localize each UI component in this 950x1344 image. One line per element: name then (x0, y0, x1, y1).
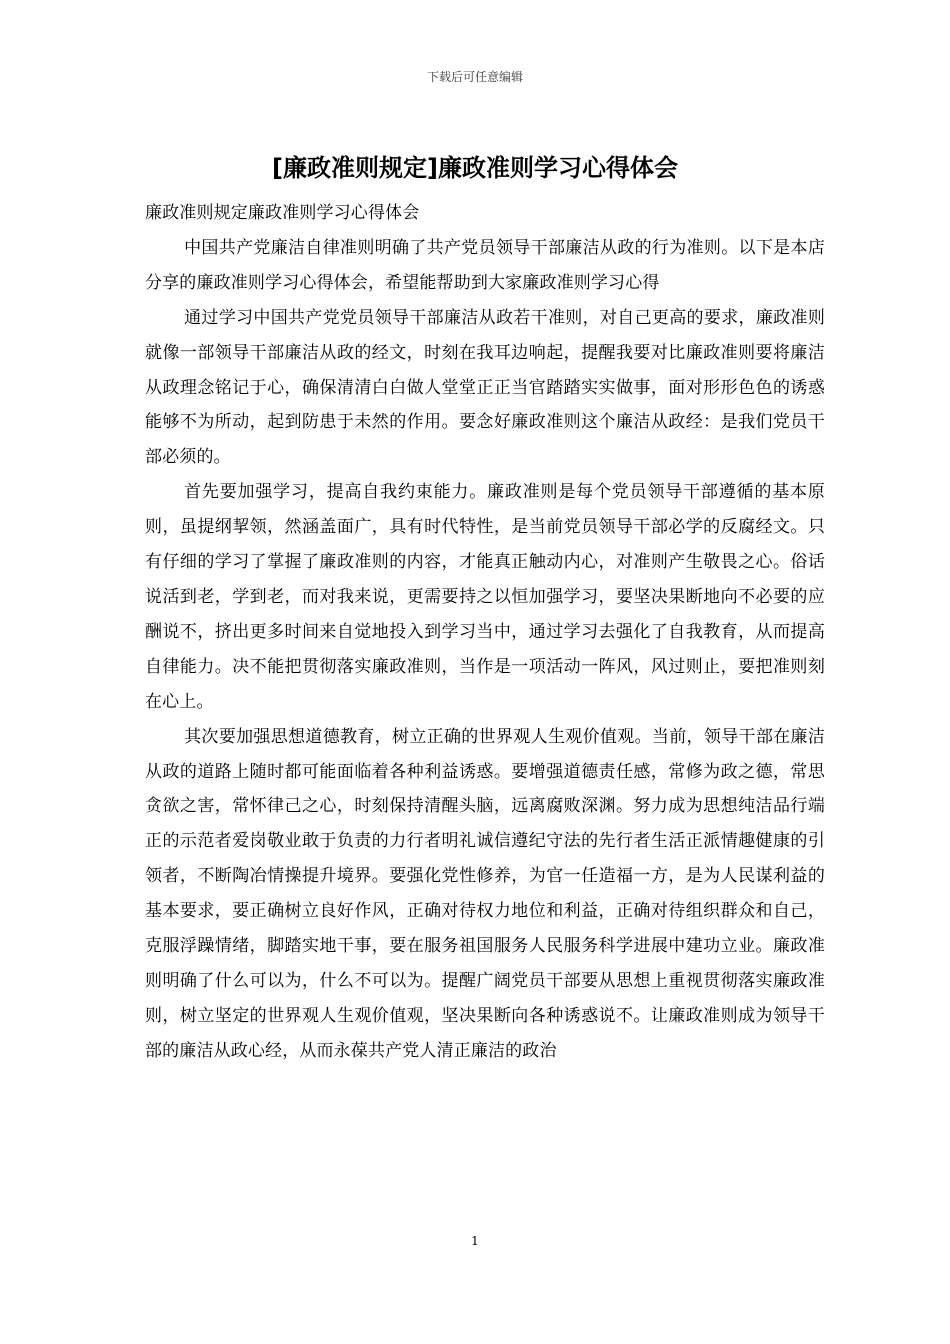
page-number: 1 (471, 1234, 479, 1248)
body-paragraph: 首先要加强学习，提高自我约束能力。廉政准则是每个党员领导干部遵循的基本原则，虽提纲挈领，然涵盖面广，具有时代特性，是当前党员领导干部必学的反腐经文。只有仔细的学习了掌握了廉政准则的内容，才能真正触动内心，对准则产生敬畏之心。俗话说活到老，学到老，而对我来说，更需要持之以恒加强学习，要坚决果断地向不必要的应酬说不，挤出更多时间来自觉地投入到学习当中，通过学习去强化了自我教育，从而提高自律能力。决不能把贯彻落实廉政准则，当作是一项活动一阵风，风过则止，要把准则刻在心上。 (145, 482, 825, 712)
body-paragraph: 其次要加强思想道德教育，树立正确的世界观人生观价值观。当前，领导干部在廉洁从政的道路上随时都可能面临着各种利益诱惑。要增强道德责任感，常修为政之德，常思贪欲之害，常怀律己之心，时刻保持清醒头脑，远离腐败深渊。努力成为思想纯洁品行端正的示范者爱岗敬业敢于负责的力行者明礼诚信遵纪守法的先行者生活正派情趣健康的引领者，不断陶冶情操提升境界。要强化党性修养，为官一任造福一方，是为人民谋利益的基本要求，要正确树立良好作风，正确对待权力地位和利益，正确对待组织群众和自己，克服浮躁情绪，脚踏实地干事，要在服务祖国服务人民服务科学进展中建功立业。廉政准则明确了什么可以为，什么不可以为。提醒广阔党员干部要从思想上重视贯彻落实廉政准则，树立坚定的世界观人生观价值观，坚决果断向各种诱惑说不。让廉政准则成为领导干部的廉洁从政心经，从而永葆共产党人清正廉洁的政治 (145, 726, 825, 1061)
download-editable-note: 下载后可任意编辑 (426, 70, 523, 84)
intro-paragraph: 中国共产党廉洁自律准则明确了共产党员领导干部廉洁从政的行为准则。以下是本店分享的廉政准则学习心得体会，希望能帮助到大家廉政准则学习心得 (145, 237, 825, 293)
body-paragraph: 通过学习中国共产党党员领导干部廉洁从政若干准则，对自己更高的要求，廉政准则就像一部领导干部廉洁从政的经文，时刻在我耳边响起，提醒我要对比廉政准则要将廉洁从政理念铭记于心，确保清清白白做人堂堂正正当官踏踏实实做事，面对形形色色的诱惑能够不为所动，起到防患于未然的作用。要念好廉政准则这个廉洁从政经：是我们党员干部必须的。 (145, 307, 825, 468)
document-title: [廉政准则规定]廉政准则学习心得体会 (272, 154, 678, 182)
subtitle-paragraph: 廉政准则规定廉政准则学习心得体会 (145, 203, 420, 223)
document-body (145, 196, 825, 1069)
